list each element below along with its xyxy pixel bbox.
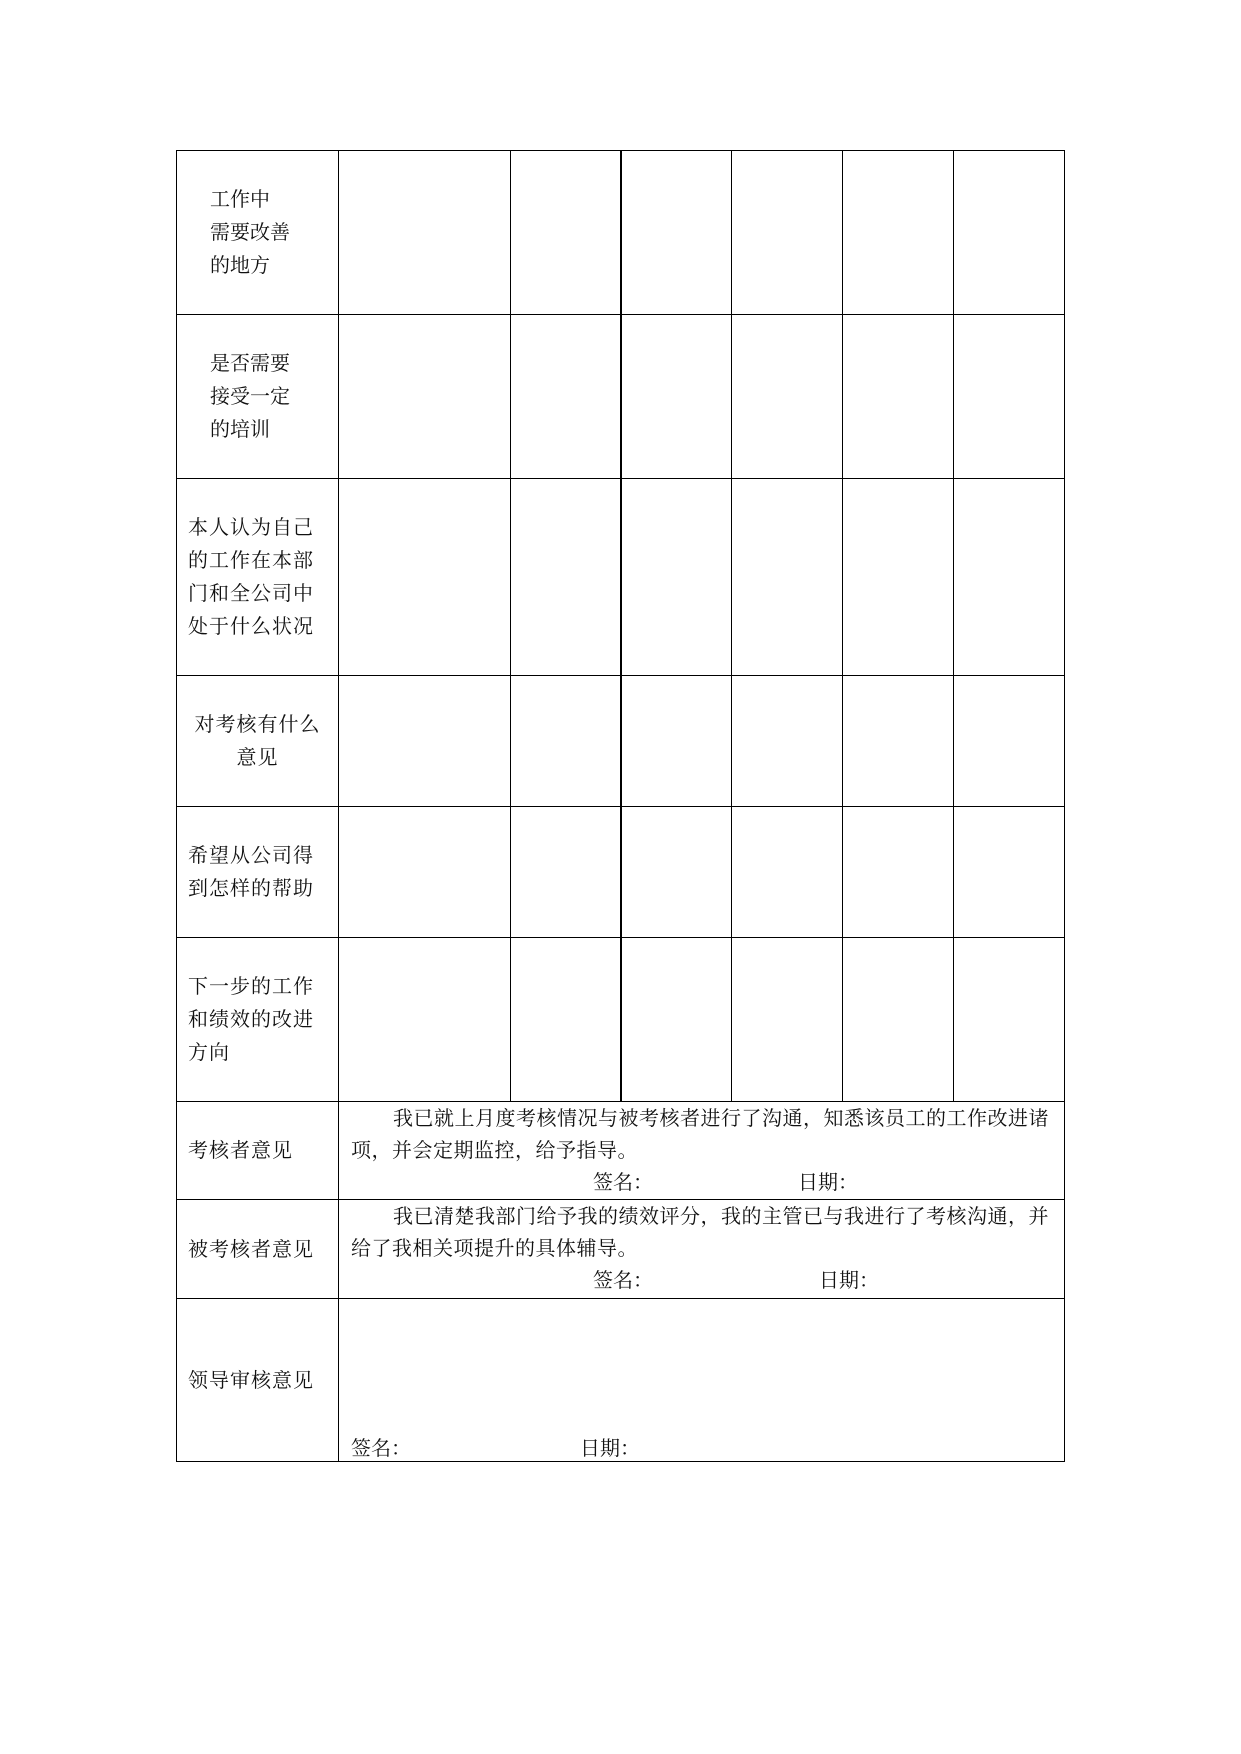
blank-cell[interactable] [732,676,843,807]
blank-cell[interactable] [843,151,954,315]
blank-cell[interactable] [843,938,954,1102]
form-row-next-steps [177,938,1065,1102]
blank-cell[interactable] [621,676,732,807]
blank-cell[interactable] [511,676,621,807]
blank-cell[interactable] [339,479,511,676]
blank-cell[interactable] [843,676,954,807]
blank-cell[interactable] [339,676,511,807]
blank-cell[interactable] [511,479,621,676]
blank-cell[interactable] [339,315,511,479]
evaluation-form-table [176,150,1065,1462]
blank-cell[interactable] [954,151,1065,315]
blank-cell[interactable] [843,807,954,938]
form-row-training [177,315,1065,479]
form-row-self-assessment [177,479,1065,676]
reviewer-opinion-cell[interactable] [339,1102,1065,1200]
form-row-improvement [177,151,1065,315]
reviewer-date-label: 日期： [798,1170,858,1194]
blank-cell[interactable] [732,151,843,315]
blank-cell[interactable] [954,938,1065,1102]
blank-cell[interactable] [339,151,511,315]
blank-cell[interactable] [954,676,1065,807]
leader-review-cell[interactable] [339,1299,1065,1462]
blank-cell[interactable] [732,479,843,676]
blank-cell[interactable] [511,151,621,315]
blank-cell[interactable] [339,807,511,938]
blank-cell[interactable] [732,807,843,938]
blank-cell[interactable] [621,807,732,938]
row-label: 下一步的工作 和绩效的改进 方向 [177,938,339,1102]
blank-cell[interactable] [339,938,511,1102]
blank-cell[interactable] [621,938,732,1102]
reviewee-sign-label: 签名： [593,1268,653,1292]
reviewee-statement: 我已清楚我部门给予我的绩效评分，我的主管已与我进行了考核沟通，并给了我相关项提升的具体辅导。 [351,1204,1049,1260]
blank-cell[interactable] [621,315,732,479]
blank-cell[interactable] [732,938,843,1102]
blank-cell[interactable] [511,938,621,1102]
form-row-help-needed [177,807,1065,938]
reviewee-date-label: 日期： [819,1268,879,1292]
leader-date-label: 日期： [580,1436,640,1460]
leader-review-row [177,1299,1065,1462]
blank-cell[interactable] [621,479,732,676]
blank-cell[interactable] [511,807,621,938]
row-label: 希望从公司得 到怎样的帮助 [177,807,339,938]
row-label: 本人认为自己 的工作在本部 门和全公司中 处于什么状况 [177,479,339,676]
reviewer-label: 考核者意见 [177,1102,339,1200]
leader-sign-label: 签名： [351,1436,411,1460]
row-label: 工作中 需要改善 的地方 [177,151,339,315]
reviewer-statement: 我已就上月度考核情况与被考核者进行了沟通，知悉该员工的工作改进诸项，并会定期监控，给予指导。 [351,1106,1049,1162]
row-label: 对考核有什么 意见 [177,676,339,807]
blank-cell[interactable] [843,315,954,479]
form-row-opinion [177,676,1065,807]
blank-cell[interactable] [954,479,1065,676]
reviewer-sign-label: 签名： [593,1170,653,1194]
reviewer-opinion-row [177,1102,1065,1200]
blank-cell[interactable] [732,315,843,479]
reviewee-opinion-cell[interactable] [339,1200,1065,1299]
blank-cell[interactable] [621,151,732,315]
reviewee-opinion-row [177,1200,1065,1299]
blank-cell[interactable] [511,315,621,479]
reviewee-label: 被考核者意见 [177,1200,339,1299]
row-label: 是否需要 接受一定 的培训 [177,315,339,479]
blank-cell[interactable] [954,807,1065,938]
blank-cell[interactable] [843,479,954,676]
blank-cell[interactable] [954,315,1065,479]
leader-label: 领导审核意见 [177,1299,339,1462]
